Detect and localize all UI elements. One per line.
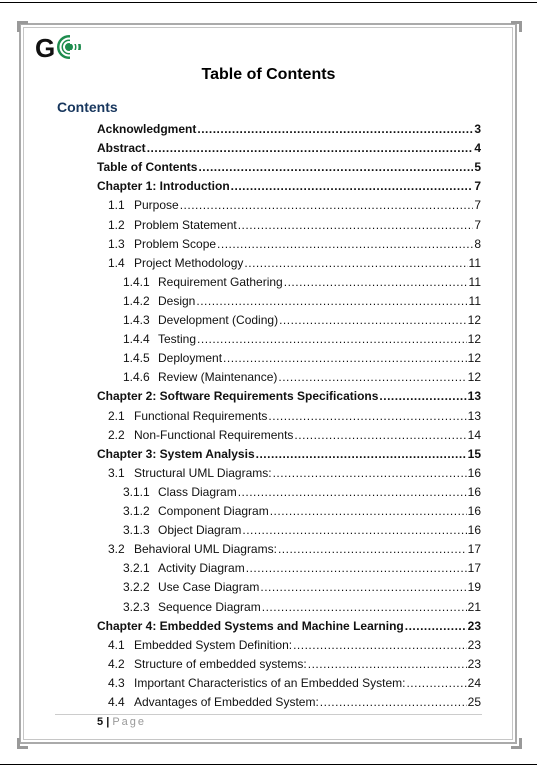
toc-entry-label: Activity Diagram <box>158 561 245 576</box>
toc-entry-number: 3.2.3 <box>123 599 150 614</box>
toc-entry-page: 16 <box>467 504 481 518</box>
toc-entry-label: Component Diagram <box>158 504 269 518</box>
toc-entry-number: 1.4.3 <box>123 313 150 327</box>
toc-entry[interactable] <box>123 518 481 537</box>
toc-entry-page: 23 <box>467 656 481 671</box>
toc-entry-leader <box>273 466 467 480</box>
toc-entry-leader <box>293 638 467 652</box>
toc-entry-leader <box>197 122 473 136</box>
toc-entry-page: 11 <box>468 293 481 308</box>
toc-entry[interactable] <box>108 537 481 556</box>
contents-heading: Contents <box>57 99 118 115</box>
toc-entry[interactable] <box>123 327 481 346</box>
toc-entry-number: 1.3 <box>108 236 125 251</box>
toc-entry-leader <box>197 332 467 346</box>
toc-entry-label: Problem Statement <box>134 217 237 232</box>
toc-entry-leader <box>294 428 466 442</box>
toc-entry-number: 1.4.4 <box>123 332 150 347</box>
toc-entry-leader <box>223 351 467 365</box>
toc-entry[interactable] <box>108 251 481 270</box>
toc-entry[interactable] <box>123 346 481 365</box>
toc-entry-page: 7 <box>474 198 481 213</box>
toc-entry-page: 16 <box>467 484 481 499</box>
toc-entry-number: 1.4 <box>108 255 125 270</box>
toc-entry-page: 19 <box>467 580 481 595</box>
toc-entry-leader <box>242 523 466 537</box>
toc-entry-leader <box>268 409 466 423</box>
toc-entry-leader <box>196 294 467 308</box>
toc-entry[interactable] <box>123 499 481 518</box>
toc-entry-number: 1.4.5 <box>123 351 150 366</box>
toc-entry-page: 12 <box>467 370 481 385</box>
toc-entry-leader <box>217 237 473 251</box>
toc-entry-leader <box>262 600 467 614</box>
toc-entry-number: 1.2 <box>108 217 125 232</box>
toc-entry-page: 12 <box>467 313 481 327</box>
toc-entry-leader <box>147 141 474 155</box>
toc-entry-label: Review (Maintenance) <box>158 370 278 385</box>
toc-entry[interactable] <box>108 193 481 212</box>
toc-entry-label: Deployment <box>158 351 223 366</box>
toc-entry[interactable] <box>108 213 481 232</box>
toc-entry-page: 17 <box>467 542 481 557</box>
toc-entry-label: Important Characteristics of an Embedded System: <box>134 675 406 690</box>
toc-entry-leader <box>284 275 468 289</box>
toc-entry-leader <box>278 370 466 384</box>
toc-entry-number: 3.1 <box>108 465 125 480</box>
toc-entry-label: Table of Contents <box>97 160 198 175</box>
toc-entry-label: Requirement Gathering <box>158 274 283 289</box>
toc-entry-leader <box>379 389 466 403</box>
toc-entry-page: 24 <box>467 675 481 690</box>
toc-entry-number: 2.1 <box>108 408 125 423</box>
toc-entry-leader <box>231 179 474 193</box>
toc-entry[interactable] <box>108 232 481 251</box>
toc-entry-number: 1.4.6 <box>123 370 150 385</box>
toc-entry-label: Class Diagram <box>158 484 237 499</box>
toc-entry-number: 1.4.1 <box>123 274 150 289</box>
toc-entry-page: 21 <box>467 599 481 614</box>
toc-entry[interactable] <box>123 289 481 308</box>
toc-entry-page: 5 <box>474 160 481 175</box>
toc-entry[interactable] <box>108 423 481 442</box>
toc-entry-leader <box>405 619 467 633</box>
toc-entry-leader <box>238 485 467 499</box>
toc-entry-label: Testing <box>158 332 197 347</box>
toc-entry[interactable] <box>97 136 481 155</box>
toc-entry-leader <box>279 313 467 327</box>
toc-entry-label: Design <box>158 293 196 308</box>
toc-entry-page: 14 <box>467 427 481 442</box>
toc-entry-leader <box>320 695 467 709</box>
toc-entry-leader <box>270 504 467 518</box>
toc-entry-leader <box>260 580 466 594</box>
toc-entry[interactable] <box>123 308 481 327</box>
toc-entry-leader <box>180 198 474 212</box>
toc-entry-label: Chapter 2: Software Requirements Specifications <box>97 389 379 404</box>
toc-entry-label: Acknowledgment <box>97 122 197 136</box>
toc-entry-label: Structural UML Diagrams: <box>134 465 272 480</box>
footer-separator: | <box>106 716 110 728</box>
toc-entry-page: 4 <box>474 141 481 156</box>
border-corner-bottom-right <box>511 738 522 749</box>
border-corner-bottom-left <box>17 738 28 749</box>
page-title: Table of Contents <box>201 66 336 83</box>
toc-entry-page: 16 <box>467 465 481 480</box>
toc-entry-label: Use Case Diagram <box>158 580 260 595</box>
toc-entry-page: 3 <box>474 122 481 136</box>
toc-entry-number: 4.1 <box>108 637 125 652</box>
toc-entry-page: 12 <box>467 351 481 366</box>
toc-entry-label: Structure of embedded systems: <box>134 656 307 671</box>
toc-entry-leader <box>278 542 467 556</box>
toc-entry-number: 3.2 <box>108 542 125 557</box>
toc-entry-number: 4.2 <box>108 656 125 671</box>
toc-entry[interactable] <box>108 404 481 423</box>
toc-entry-label: Behavioral UML Diagrams: <box>134 542 277 557</box>
toc-entry-page: 11 <box>468 274 481 289</box>
bottom-rule <box>0 764 537 765</box>
toc-entry-number: 3.1.1 <box>123 484 150 499</box>
toc-entry-label: Functional Requirements <box>134 408 268 423</box>
toc-entry[interactable] <box>108 690 481 709</box>
toc-entry-number: 4.4 <box>108 695 125 709</box>
toc-entry[interactable] <box>123 270 481 289</box>
toc-entry[interactable] <box>97 384 481 403</box>
toc-entry-page: 7 <box>474 217 481 232</box>
toc-entry-page: 15 <box>467 446 481 461</box>
toc-entry-number: 1.1 <box>108 198 125 213</box>
toc-entry-label: Chapter 4: Embedded Systems and Machine Learning <box>97 618 404 633</box>
toc-entry-number: 3.2.1 <box>123 561 150 576</box>
toc-entry[interactable] <box>108 461 481 480</box>
toc-entry-page: 7 <box>474 179 481 194</box>
toc-entry-number: 3.2.2 <box>123 580 150 595</box>
toc-entry[interactable] <box>123 575 481 594</box>
top-rule <box>0 2 537 3</box>
toc-entry-leader <box>308 657 467 671</box>
toc-entry[interactable] <box>97 155 481 174</box>
toc-entry-label: Chapter 3: System Analysis <box>97 446 255 461</box>
toc-entry-page: 8 <box>474 236 481 251</box>
toc-entry-page: 13 <box>467 389 481 404</box>
footer-rule <box>55 714 482 715</box>
toc-entry-label: Object Diagram <box>158 523 242 538</box>
toc-entry-number: 1.4.2 <box>123 293 150 308</box>
toc-entry-page: 13 <box>467 408 481 423</box>
border-corner-top-left <box>17 21 28 32</box>
svg-text:G: G <box>35 33 56 61</box>
toc-entry[interactable] <box>123 480 481 499</box>
toc-entry-label: Project Methodology <box>134 255 244 270</box>
toc-entry[interactable] <box>123 595 481 614</box>
toc-entry-label: Chapter 1: Introduction <box>97 179 230 194</box>
toc-entry-page: 12 <box>467 332 481 347</box>
toc-entry-label: Advantages of Embedded System: <box>134 695 319 709</box>
toc-entry-page: 17 <box>467 561 481 576</box>
toc-entry-page: 16 <box>467 523 481 538</box>
page-footer <box>97 716 146 728</box>
toc-entry-number: 3.1.3 <box>123 523 150 538</box>
toc-entry[interactable] <box>97 614 481 633</box>
toc-entry-label: Development (Coding) <box>158 313 279 327</box>
toc-entry[interactable] <box>123 556 481 575</box>
footer-page-number: 5 <box>97 716 104 728</box>
toc-entry[interactable] <box>108 652 481 671</box>
toc-entry-label: Abstract <box>97 141 146 156</box>
toc-entry-page: 11 <box>468 255 481 270</box>
toc-entry-leader <box>198 160 473 174</box>
toc-entry-number: 3.1.2 <box>123 504 150 518</box>
toc-entry[interactable] <box>123 365 481 384</box>
toc-entry-label: Problem Scope <box>134 236 217 251</box>
toc-entry[interactable] <box>97 174 481 193</box>
footer-page-word: Page <box>112 716 147 728</box>
toc-entry[interactable] <box>97 442 481 461</box>
toc-entry-leader <box>256 447 467 461</box>
toc-entry-leader <box>238 218 474 232</box>
toc-entry[interactable] <box>108 633 481 652</box>
toc-entry-page: 25 <box>467 695 481 709</box>
toc-entry[interactable] <box>108 671 481 690</box>
border-corner-top-right <box>511 21 522 32</box>
toc-entry-number: 4.3 <box>108 675 125 690</box>
toc-entry-label: Purpose <box>134 198 179 213</box>
toc-entry[interactable] <box>97 117 481 136</box>
toc-entry-leader <box>246 561 467 575</box>
toc-entry-leader <box>406 676 466 690</box>
toc-entry-page: 23 <box>467 618 481 633</box>
toc-entry-label: Non-Functional Requirements <box>134 427 294 442</box>
gc-logo-icon <box>35 33 83 61</box>
toc-entry-number: 2.2 <box>108 427 125 442</box>
toc-entry-label: Embedded System Definition: <box>134 637 293 652</box>
toc-entry-leader <box>244 256 467 270</box>
toc-entry-page: 23 <box>467 637 481 652</box>
toc-entry-label: Sequence Diagram <box>158 599 261 614</box>
